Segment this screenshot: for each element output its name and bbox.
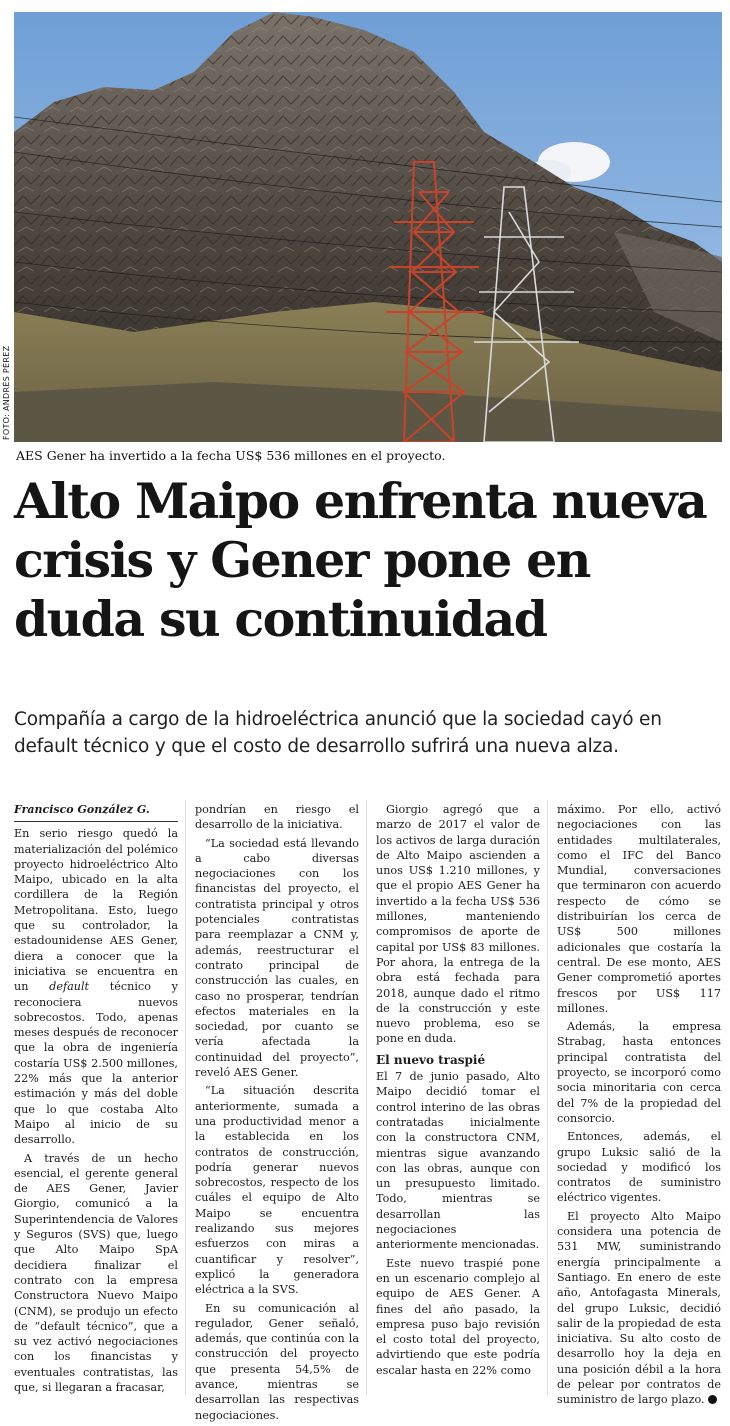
article-photo (14, 12, 722, 442)
paragraph: máximo. Por ello, activó negociaciones con las entidades multilaterales, como el IFC del Banco Mundial, conversaciones que terminaron con acuerdo respecto de cómo se distribuirían los cerca de US$ 500 millones adicionales que costaría la central. De ese monto, AES Gener comprometió aportes frescos por US$ 117 millones. (557, 803, 721, 1015)
paragraph: Giorgio agregó que a marzo de 2017 el valor de los activos de larga duración de Alto Maipo ascienden a unos US$ 1.210 millones, y que el propio AES Gener ha invertido a la fecha US$ 536 millones, manteniendo compromisos de aporte de capital por US$ 83 millones. Por ahora, la entrega de la obra está fechada para 2018, aunque dado el ritmo de la construcción y este nuevo problema, eso se pone en duda. (376, 803, 540, 1046)
subheadline: Compañía a cargo de la hidroeléctrica anunció que la sociedad cayó en default técnico y que el costo de desarrollo sufrirá una nueva alza. (14, 709, 662, 757)
paragraph: Este nuevo traspié pone en un escenario complejo al equipo de AES Gener. A fines del año pasado, la empresa puso bajo revisión el costo total del proyecto, advirtiendo que este podría escalar hasta en 22% como (376, 1256, 540, 1377)
paragraph: Además, la empresa Strabag, hasta entonces principal contratista del proyecto, se incorporó como socia minoritaria con cerca del 7% de la propiedad del consorcio. (557, 1020, 721, 1125)
column-divider (547, 800, 548, 1396)
article-column-2 (195, 802, 359, 1426)
paragraph: Entonces, además, el grupo Luksic salió de la sociedad y modificó los contratos de suministro eléctrico vigentes. (557, 1130, 721, 1205)
end-of-article-icon (708, 1395, 717, 1404)
paragraph: El proyecto Alto Maipo considera una potencia de 531 MW, suministrando energía principalmente a Santiago. En enero de este año, Antofagasta Minerals, del grupo Luksic, decidió salir de la propiedad de esta iniciativa. Su alto costo de desarrollo hoy la deja en una posición débil a la hora de pelear por contratos de suministro de largo plazo. (557, 1209, 721, 1407)
article-column-4 (557, 802, 721, 1411)
column-divider (366, 800, 367, 1396)
article-column-1 (14, 802, 178, 1398)
paragraph: El 7 de junio pasado, Alto Maipo decidió tomar el control interino de las obras contratadas inicialmente con la constructora CNM, mientras sigue avanzando con las obras, aunque con un presupuesto limitado. Todo, mientras se desarrollan las negociaciones anteriormente mencionadas. (376, 1070, 540, 1252)
headline: Alto Maipo enfrenta nueva crisis y Gener pone en duda su continuidad (14, 472, 707, 648)
byline: Francisco González G. (14, 802, 178, 822)
article-column-3 (376, 802, 540, 1381)
paragraph: En serio riesgo quedó la materialización del polémico proyecto hidroeléctrico Alto Maipo, ubicado en la alta cordillera de la Región Metropolitana. Esto, luego que su controlador, la estadounidense AES Gener, diera a conocer que la iniciativa se encuentra en un default técnico y reconociera nuevos sobrecostos. Todo, apenas meses después de reconocer que la obra de ingeniería costaría US$ 2.500 millones, 22% más que la anterior estimación y más del doble que lo que costaba Alto Maipo al inicio de su desarrollo. (14, 827, 178, 1147)
column-divider (185, 800, 186, 1396)
photo-credit: FOTO: ANDRÉS PÉREZ (2, 345, 11, 440)
paragraph: “La situación descrita anteriormente, sumada a una productividad menor a la establecida en los contratos de construcción, podría generar nuevos sobrecostos, respecto de los cuáles el equipo de Alto Maipo se encuentra realizando sus mejores esfuerzos con miras a cuantificar y resolver”, explicó la generadora eléctrica a la SVS. (195, 1084, 359, 1297)
photo-caption: AES Gener ha invertido a la fecha US$ 536 millones en el proyecto. (16, 448, 446, 463)
section-subhead: El nuevo traspié (376, 1052, 486, 1067)
paragraph: En su comunicación al regulador, Gener señaló, además, que continúa con la construcción del proyecto que presenta 54,5% de avance, mientras se desarrollan las respectivas negociaciones. (195, 1301, 359, 1422)
paragraph: A través de un hecho esencial, el gerente general de AES Gener, Javier Giorgio, comunicó a la Superintendencia de Valores y Seguros (SVS) que, luego que Alto Maipo SpA decidiera finalizar el contrato con la empresa Constructora Nuevo Maipo (CNM), se produjo un efecto de “default técnico”, que a su vez activó negociaciones con los financistas y eventuales contratistas, las que, si llegaran a fracasar, (14, 1151, 178, 1394)
paragraph: pondrían en riesgo el desarrollo de la iniciativa. (195, 803, 359, 832)
paragraph: “La sociedad está llevando a cabo diversas negociaciones con los financistas del proyecto, el contratista principal y otros potenciales contratistas para reemplazar a CNM y, además, reestructurar el contrato principal de construcción las cuales, en caso no prosperar, tendrían efectos materiales en la sociedad, por cuanto se vería afectada la continuidad del proyecto”, reveló AES Gener. (195, 836, 359, 1080)
